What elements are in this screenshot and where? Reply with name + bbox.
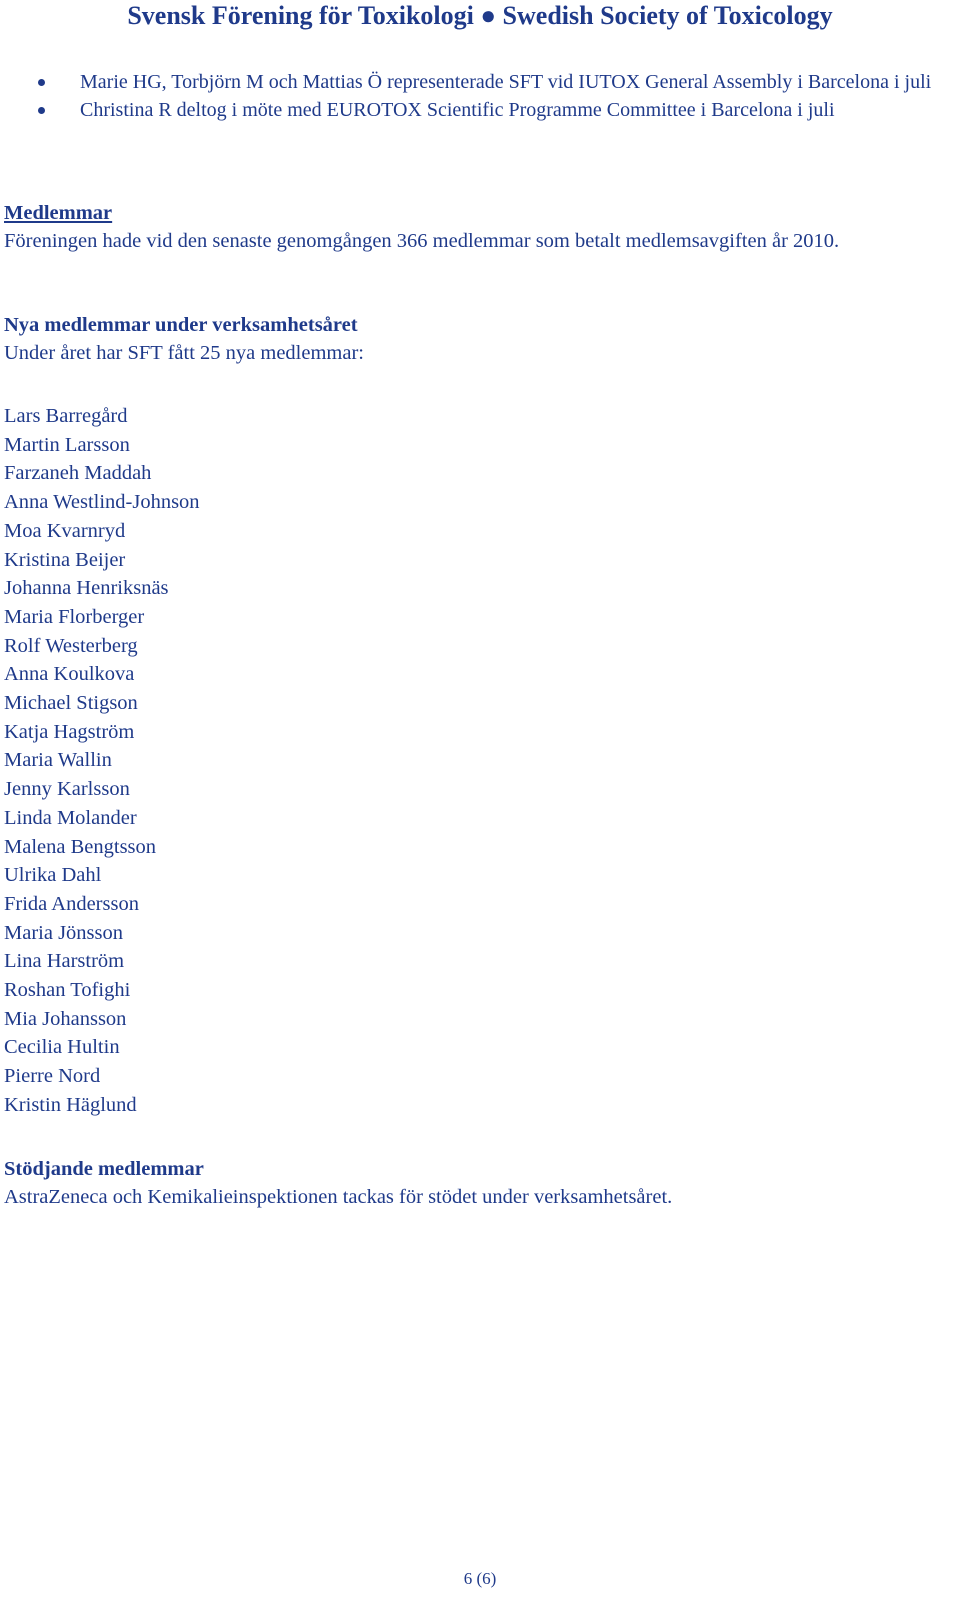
page-number: 6 (6) (463, 1569, 497, 1588)
nya-medlemmar-section (4, 311, 954, 367)
member-name: Pierre Nord (4, 1065, 101, 1088)
bullet-list (0, 68, 960, 124)
member-name: Mia Johansson (4, 1007, 127, 1030)
member-name: Jenny Karlsson (4, 778, 130, 801)
member-name: Maria Jönsson (4, 921, 124, 944)
member-name: Kristina Beijer (4, 548, 126, 571)
page-header: Svensk Förening för Toxikologi ● Swedish Society of Toxicology (127, 1, 833, 30)
member-name: Anna Koulkova (4, 663, 135, 686)
bullet-item (0, 68, 960, 96)
member-name: Anna Westlind-Johnson (4, 491, 200, 514)
member-name: Lars Barregård (4, 405, 128, 427)
member-name: Cecilia Hultin (4, 1036, 120, 1059)
bullet-item (0, 96, 960, 124)
member-name: Katja Hagström (4, 720, 135, 743)
stodjande-section (4, 1155, 954, 1211)
member-name: Frida Andersson (4, 892, 139, 915)
member-name: Roshan Tofighi (4, 979, 131, 1002)
bullet-icon (38, 107, 45, 114)
stodjande-heading: Stödjande medlemmar (4, 1158, 204, 1180)
member-name: Kristin Häglund (4, 1093, 137, 1116)
member-name: Maria Florberger (4, 605, 145, 628)
member-name: Lina Harström (4, 950, 125, 973)
stodjande-text: AstraZeneca och Kemikalieinspektionen tackas för stödet under verksamhetsåret. (4, 1186, 673, 1208)
member-name: Moa Kvarnryd (4, 519, 126, 542)
medlemmar-heading: Medlemmar (4, 202, 113, 224)
member-name: Maria Wallin (4, 749, 112, 772)
member-name: Malena Bengtsson (4, 835, 157, 858)
member-name: Ulrika Dahl (4, 864, 102, 887)
member-name: Martin Larsson (4, 433, 130, 456)
bullet-text: Marie HG, Torbjörn M och Mattias Ö representerade SFT vid IUTOX General Assembly i Barcelona i juli (80, 71, 932, 93)
nya-medlemmar-heading: Nya medlemmar under verksamhetsåret (4, 314, 358, 336)
medlemmar-text: Föreningen hade vid den senaste genomgången 366 medlemmar som betalt medlemsavgiften år 2010. (4, 230, 840, 252)
medlemmar-section (4, 199, 954, 255)
member-name: Michael Stigson (4, 692, 138, 715)
member-list (4, 402, 200, 1120)
member-name: Johanna Henriksnäs (4, 577, 169, 600)
member-name: Linda Molander (4, 806, 137, 829)
bullet-icon (38, 79, 45, 86)
nya-medlemmar-intro: Under året har SFT fått 25 nya medlemmar: (4, 342, 364, 364)
member-name: Farzaneh Maddah (4, 462, 152, 485)
bullet-text: Christina R deltog i möte med EUROTOX Scientific Programme Committee i Barcelona i juli (80, 99, 835, 121)
member-name: Rolf Westerberg (4, 634, 138, 657)
